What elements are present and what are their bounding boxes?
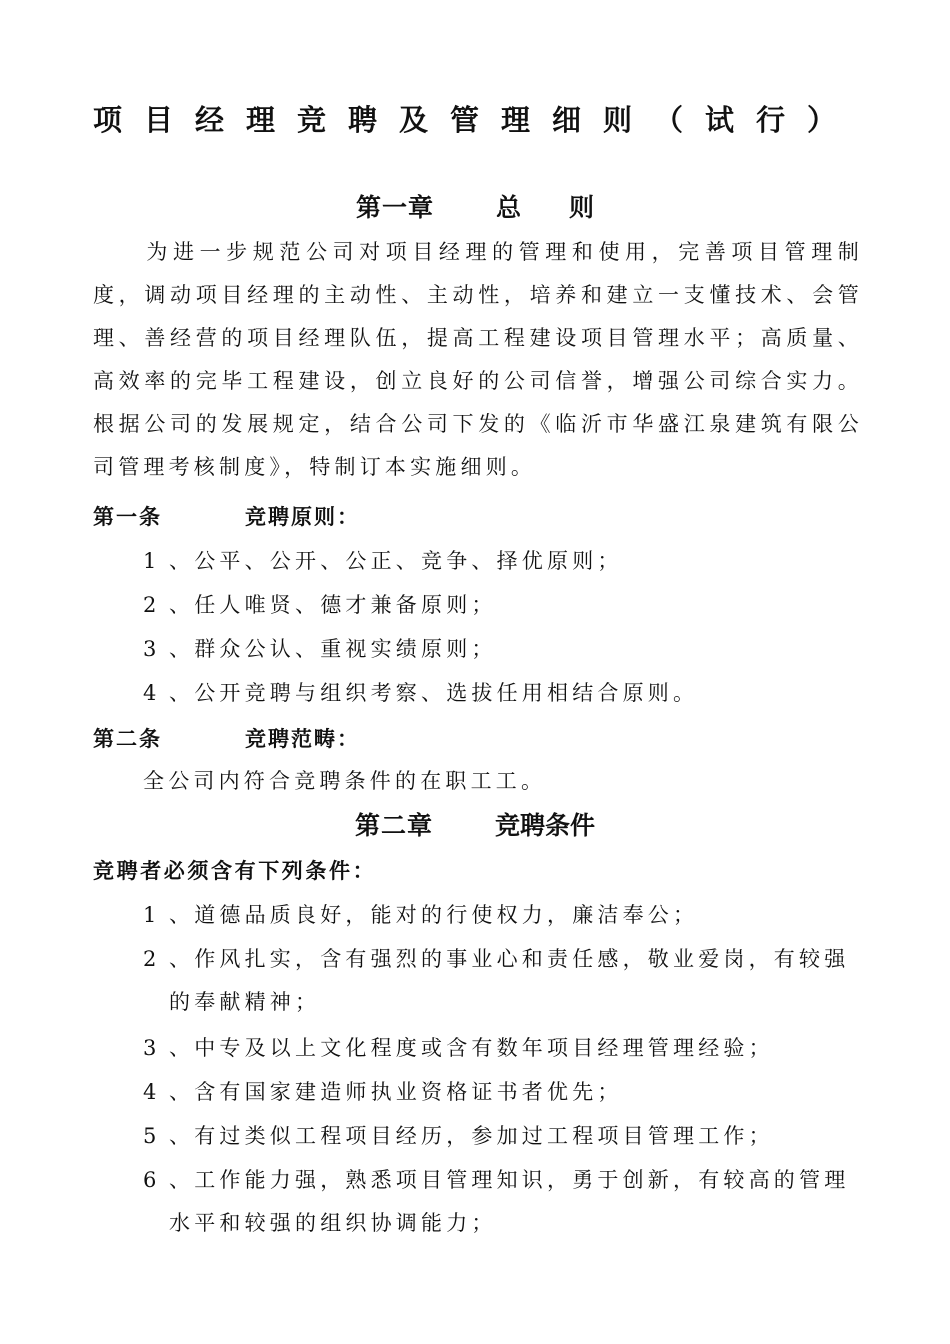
- item-text: 、道德品质良好，能对的行使权力，廉洁奉公；: [169, 903, 699, 927]
- document-title: 项目经理竞聘及管理细则（试行）: [93, 103, 859, 137]
- item-text-continuation: 水平和较强的组织协调能力；: [169, 1211, 497, 1235]
- article-1-heading: [93, 500, 360, 534]
- item-number: 2: [143, 947, 161, 971]
- chapter-2-heading: [0, 808, 950, 844]
- condition-item: [143, 1071, 863, 1114]
- item-text: 、作风扎实，含有强烈的事业心和责任感，敬业爱岗，有较强: [169, 947, 850, 971]
- article-2-topic: 竞聘范畴：: [245, 727, 360, 751]
- item-number: 1: [143, 549, 161, 573]
- condition-item: [143, 894, 863, 937]
- condition-item: [143, 1027, 863, 1070]
- article-2-label: 第二条: [93, 727, 162, 751]
- item-text: 、任人唯贤、德才兼备原则；: [169, 593, 497, 617]
- item-number: 3: [143, 637, 161, 661]
- chapter-1-heading: [0, 190, 950, 226]
- condition-item: [143, 1159, 863, 1245]
- item-number: 3: [143, 1036, 161, 1060]
- item-text: 、有过类似工程项目经历，参加过工程项目管理工作；: [169, 1124, 774, 1148]
- chapter-1-number: 第一章: [355, 193, 434, 222]
- item-text-continuation: 的奉献精神；: [169, 990, 321, 1014]
- item-text: 、工作能力强，熟悉项目管理知识，勇于创新，有较高的管理: [169, 1168, 850, 1192]
- chapter-1-intro-paragraph: [93, 231, 863, 489]
- article-1-topic: 竞聘原则：: [245, 505, 360, 529]
- item-number: 2: [143, 593, 161, 617]
- chapter-1-intro-text: 为进一步规范公司对项目经理的管理和使用，完善项目管理制度，调动项目经理的主动性、主动性，培养和建立一支懂技术、会管理、善经营的项目经理队伍，提高工程建设项目管理水平；高质量、高效率的完毕工程建设，创立良好的公司信誉，增强公司综合实力。根据公司的发展规定，结合公司下发的《临沂市华盛江泉建筑有限公司管理考核制度》，特制订本实施细则。: [93, 240, 863, 479]
- article-1-item: [143, 672, 863, 715]
- item-text: 、含有国家建造师执业资格证书者优先；: [169, 1080, 623, 1104]
- item-number: 4: [143, 1080, 161, 1104]
- chapter-2-number: 第二章: [354, 811, 433, 840]
- article-1-label: 第一条: [93, 505, 162, 529]
- condition-item: [143, 938, 863, 1024]
- item-text: 、中专及以上文化程度或含有数年项目经理管理经验；: [169, 1036, 774, 1060]
- chapter-1-name: 总则: [496, 193, 643, 222]
- condition-item: [143, 1115, 863, 1158]
- item-text: 、公开竞聘与组织考察、选拔任用相结合原则。: [169, 681, 699, 705]
- article-1-item: [143, 540, 863, 583]
- chapter-2-name: 竞聘条件: [495, 811, 596, 840]
- article-1-item: [143, 584, 863, 627]
- item-number: 5: [143, 1124, 161, 1148]
- item-text: 、公平、公开、公正、竞争、择优原则；: [169, 549, 623, 573]
- article-1-item: [143, 628, 863, 671]
- item-number: 1: [143, 903, 161, 927]
- article-2-heading: [93, 722, 360, 756]
- item-number: 6: [143, 1168, 161, 1192]
- item-number: 4: [143, 681, 161, 705]
- article-2-content: 全公司内符合竞聘条件的在职工工。: [143, 769, 547, 793]
- conditions-intro: 竞聘者必须含有下列条件：: [93, 859, 377, 883]
- item-text: 、群众公认、重视实绩原则；: [169, 637, 497, 661]
